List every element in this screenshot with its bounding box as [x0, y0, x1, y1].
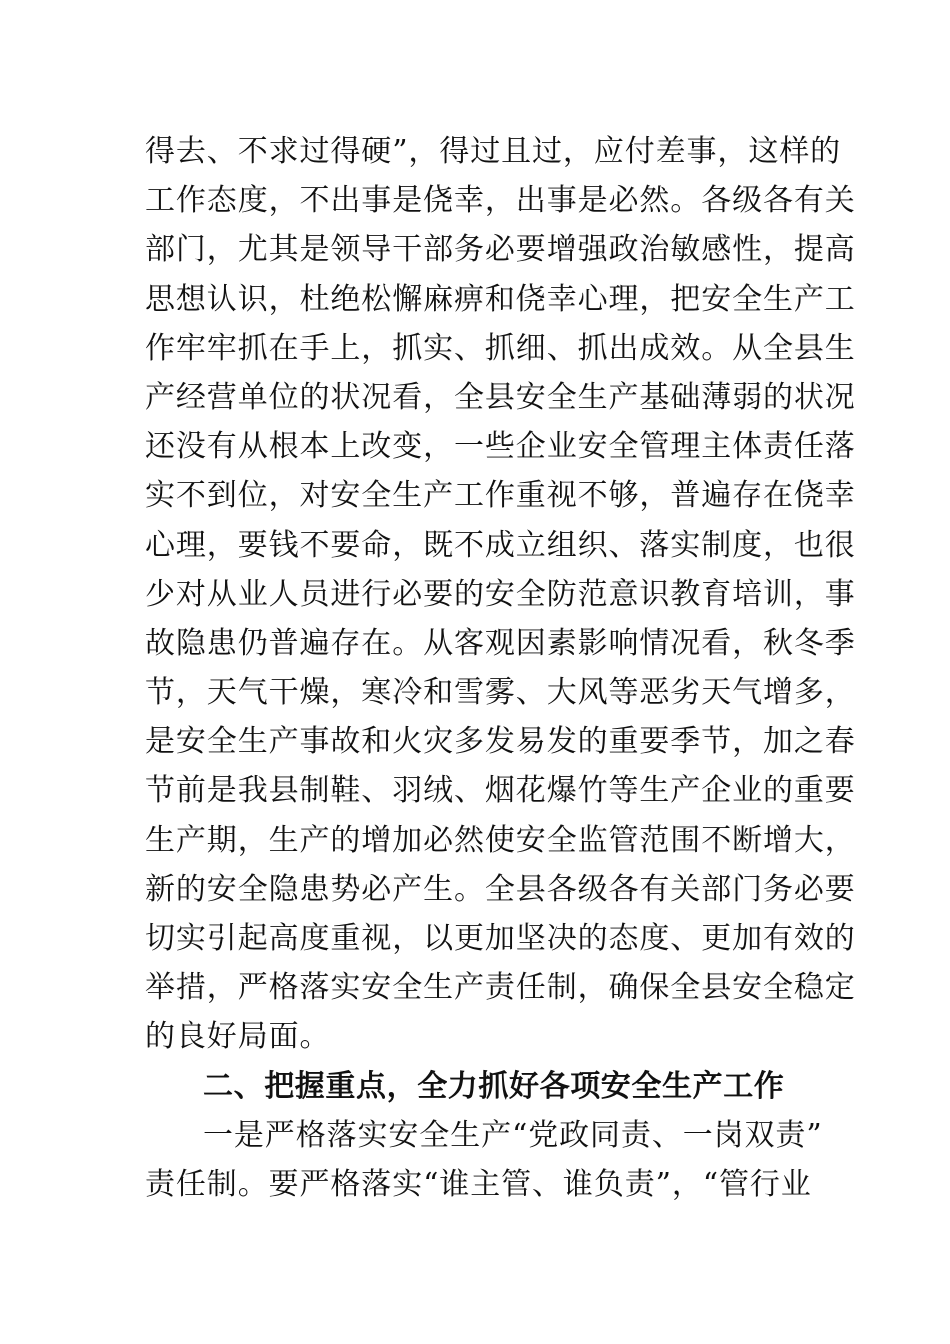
document-body — [145, 127, 856, 1209]
body-line: 切实引起高度重视，以更加坚决的态度、更加有效的 — [145, 921, 856, 956]
body-line: 举措，严格落实安全生产责任制，确保全县安全稳定 — [145, 970, 856, 1006]
body-line: 思想认识，杜绝松懈麻痹和侥幸心理，把安全生产工 — [145, 281, 856, 317]
body-line: 还没有从根本上改变，一些企业安全管理主体责任落 — [145, 429, 856, 465]
body-line: 节前是我县制鞋、羽绒、烟花爆竹等生产企业的重要 — [145, 773, 856, 809]
body-line: 生产期，生产的增加必然使安全监管范围不断增大， — [145, 822, 856, 858]
body-line: 的良好局面。 — [145, 1019, 331, 1055]
body-line: 实不到位，对安全生产工作重视不够，普遍存在侥幸 — [145, 478, 856, 514]
body-line: 工作态度，不出事是侥幸，出事是必然。各级各有关 — [145, 183, 856, 219]
body-line: 产经营单位的状况看，全县安全生产基础薄弱的状况 — [145, 379, 856, 415]
section-heading: 二、把握重点，全力抓好各项安全生产工作 — [203, 1068, 785, 1104]
body-line: 节，天气干燥，寒冷和雪雾、大风等恶劣天气增多， — [145, 675, 856, 711]
body-line: 作牢牢抓在手上，抓实、抓细、抓出成效。从全县生 — [145, 330, 856, 366]
body-line: 部门，尤其是领导干部务必要增强政治敏感性，提高 — [145, 232, 856, 268]
body-line: 少对从业人员进行必要的安全防范意识教育培训，事 — [145, 576, 856, 612]
body-line: 是安全生产事故和火灾多发易发的重要季节，加之春 — [145, 724, 856, 760]
body-line: 心理，要钱不要命，既不成立组织、落实制度，也很 — [145, 527, 856, 563]
body-line: 得去、不求过得硬”，得过且过，应付差事，这样的 — [145, 134, 842, 169]
body-line: 一是严格落实安全生产“党政同责、一岗双责” — [203, 1117, 823, 1153]
body-line: 故隐患仍普遍存在。从客观因素影响情况看，秋冬季 — [145, 625, 856, 661]
body-line: 责任制。要严格落实“谁主管、谁负责”，“管行业 — [145, 1166, 812, 1202]
body-line: 新的安全隐患势必产生。全县各级各有关部门务必要 — [145, 871, 856, 907]
